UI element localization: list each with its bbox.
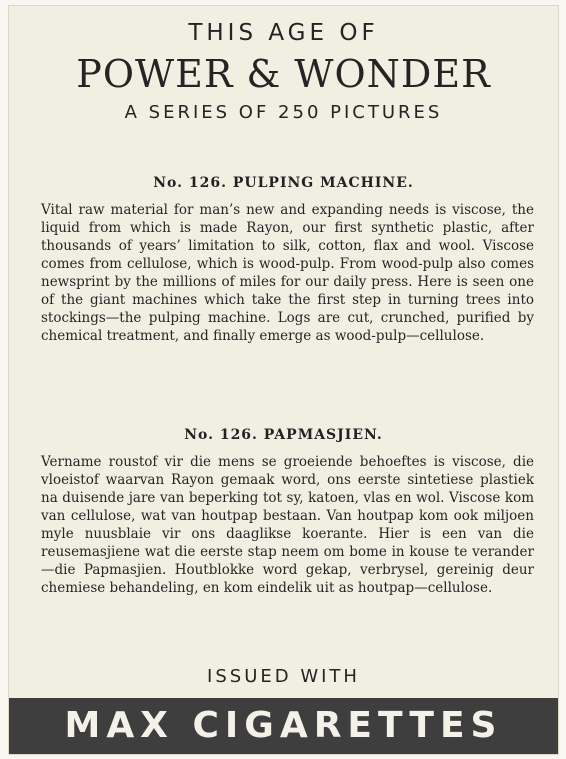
series-heading-line-1: THIS AGE OF: [188, 20, 379, 46]
english-card-title: No. 126. PULPING MACHINE.: [153, 175, 414, 191]
brand-banner: MAX CIGARETTES: [9, 698, 558, 754]
cigarette-card-back: [9, 6, 558, 754]
series-title: POWER & WONDER: [76, 52, 491, 96]
issued-with-label: ISSUED WITH: [207, 666, 360, 687]
series-subtitle: A SERIES OF 250 PICTURES: [124, 102, 443, 123]
afrikaans-description: Vername roustof vir die mens se groeiende behoeftes is viscose, die vloeistof waarvan Rayon gemaak word, ons eerste sintetiese plastiek na duisende jare van beperking tot sy, katoen, vlas en wol. Viscose kom van cellulose, wat van houtpap bestaan. Van houtpap kom ook miljoen myle nuusblaie vir ons daaglikse koerante. Hier is een van die reusemasjiene wat die eerste stap neem om bome in kouse te verander—die Papmasjien. Houtblokke word gekap, verbrysel, gereinig deur chemiese behandeling, en kom eindelik uit as houtpap—cellulose.: [41, 454, 534, 596]
afrikaans-card-title: No. 126. PAPMASJIEN.: [184, 427, 383, 443]
english-description: Vital raw material for man’s new and expanding needs is viscose, the liquid from which is made Rayon, our first synthetic plastic, after thousands of years’ limitation to silk, cotton, flax and wool. Viscose comes from cellulose, which is wood-pulp. From wood-pulp also comes newsprint by the millions of miles for our daily press. Here is seen one of the giant machines which take the first step in turning trees into stockings—the pulping machine. Logs are cut, crunched, purified by chemical treatment, and finally emerge as wood-pulp—cellulose.: [41, 202, 534, 344]
